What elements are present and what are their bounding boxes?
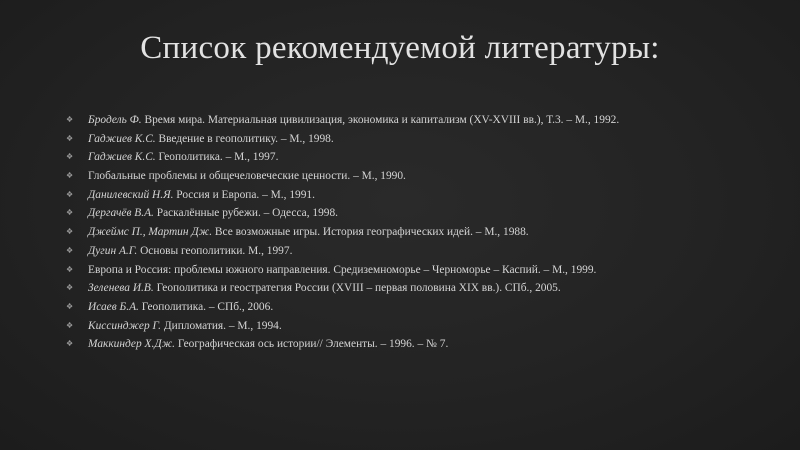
reference-author: Гаджиев К.С. bbox=[88, 151, 156, 164]
reference-item bbox=[66, 298, 766, 317]
reference-text: Геополитика и геостратегия России (XVIII – первая половина XIX вв.). СПб., 2005. bbox=[153, 282, 561, 295]
reference-item bbox=[66, 317, 766, 336]
reference-item bbox=[66, 130, 766, 149]
reference-text: Глобальные проблемы и общечеловеческие ценности. – М., 1990. bbox=[88, 170, 406, 183]
diamond-bullet-icon: ❖ bbox=[66, 301, 74, 311]
reference-author: Данилевский Н.Я. bbox=[88, 188, 174, 201]
reference-text: Основы геополитики. М., 1997. bbox=[137, 244, 293, 257]
diamond-bullet-icon: ❖ bbox=[66, 115, 74, 124]
diamond-bullet-icon: ❖ bbox=[66, 227, 74, 237]
reference-author: Джеймс П., Мартин Дж. bbox=[88, 226, 213, 239]
reference-item bbox=[66, 242, 766, 261]
reference-text: Геополитика. – М., 1997. bbox=[155, 151, 279, 164]
reference-author: Бродель Ф. bbox=[88, 114, 142, 126]
reference-item bbox=[66, 261, 766, 280]
diamond-bullet-icon: ❖ bbox=[66, 152, 74, 162]
diamond-bullet-icon: ❖ bbox=[66, 245, 74, 255]
slide-title: Список рекомендуемой литературы: bbox=[140, 30, 660, 66]
diamond-bullet-icon: ❖ bbox=[66, 133, 74, 143]
reference-text: Россия и Европа. – М., 1991. bbox=[173, 188, 315, 201]
reference-text: Дипломатия. – М., 1994. bbox=[161, 319, 282, 332]
reference-item bbox=[66, 335, 766, 354]
reference-text: Введение в геополитику. – М., 1998. bbox=[155, 132, 334, 145]
reference-text: Европа и Россия: проблемы южного направления. Средиземноморье – Черноморье – Каспий. – М., 1999. bbox=[88, 263, 597, 276]
reference-text: Раскалённые рубежи. – Одесса, 1998. bbox=[153, 207, 339, 220]
reference-author: Гаджиев К.С. bbox=[88, 132, 156, 145]
diamond-bullet-icon: ❖ bbox=[66, 208, 74, 218]
reference-item bbox=[66, 204, 766, 223]
reference-item bbox=[66, 223, 766, 242]
reference-item bbox=[66, 186, 766, 205]
diamond-bullet-icon: ❖ bbox=[66, 189, 74, 199]
diamond-bullet-icon: ❖ bbox=[66, 264, 74, 274]
reference-author: Зеленева И.В. bbox=[88, 282, 154, 295]
reference-author: Исаев Б.А. bbox=[88, 300, 139, 313]
reference-item bbox=[66, 279, 766, 298]
diamond-bullet-icon: ❖ bbox=[66, 339, 74, 349]
diamond-bullet-icon: ❖ bbox=[66, 283, 74, 293]
reference-text: Время мира. Материальная цивилизация, экономика и капитализм (XV-XVIII вв.), Т.3. – М., 1992. bbox=[141, 114, 620, 126]
reference-author: Маккиндер Х.Дж. bbox=[88, 338, 176, 351]
reference-text: Геополитика. – СПб., 2006. bbox=[138, 300, 274, 313]
reference-list bbox=[66, 111, 766, 354]
reference-author: Киссинджер Г. bbox=[88, 319, 161, 332]
reference-item bbox=[66, 167, 766, 186]
reference-author: Дергачёв В.А. bbox=[88, 207, 154, 220]
diamond-bullet-icon: ❖ bbox=[66, 320, 74, 330]
reference-author: Дугин А.Г. bbox=[88, 244, 138, 257]
diamond-bullet-icon: ❖ bbox=[66, 171, 74, 181]
reference-item bbox=[66, 148, 766, 167]
reference-text: Все возможные игры. История географических идей. – М., 1988. bbox=[212, 226, 529, 239]
reference-item bbox=[66, 111, 766, 130]
reference-text: Географическая ось истории// Элементы. – 1996. – № 7. bbox=[175, 338, 449, 351]
